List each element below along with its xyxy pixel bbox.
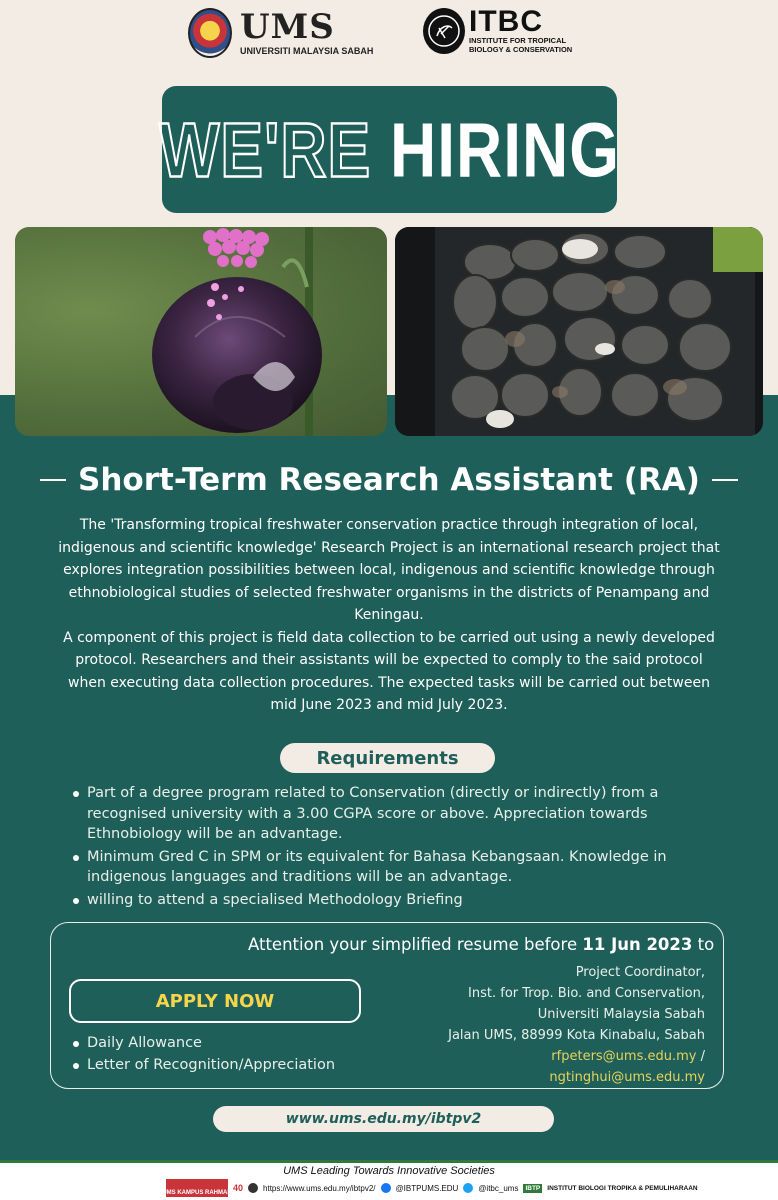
ibtp-full-name: INSTITUT BIOLOGI TROPIKA & PEMULIHARAAN xyxy=(547,1184,698,1192)
website-link[interactable]: www.ums.edu.my/ibtpv2 xyxy=(213,1106,554,1132)
itbc-line2: BIOLOGY & CONSERVATION xyxy=(469,45,573,54)
list-item: Part of a degree program related to Conservation (directly or indirectly) from a recognised university with a 3.00 CGPA score or above. Appreciation towards Ethnobiology will be an advantage. xyxy=(70,783,720,845)
attention-suffix: to xyxy=(697,935,715,954)
title-dash-left xyxy=(40,479,66,481)
footer-web[interactable]: https://www.ums.edu.my/ibtpv2/ xyxy=(263,1183,376,1193)
description-paragraph-1: The 'Transforming tropical freshwater conservation practice through integration of local, indigenous and scientific knowledge' Research Project is an international research project that explores integration possibilities between local, indigenous and scientific knowledge through ethnobiological studies of selected freshwater organisms in the districts of Penampang and Keningau. xyxy=(58,517,720,623)
hiring-banner xyxy=(159,86,620,213)
ibtp-logo: IBTP xyxy=(525,1184,541,1192)
title-dash-right xyxy=(712,479,738,481)
footer-facebook[interactable]: @IBTPUMS.EDU xyxy=(395,1183,459,1193)
contact-address xyxy=(380,962,705,1088)
itbc-logo xyxy=(423,5,573,54)
hiring-word-1: WE'RE xyxy=(159,106,372,193)
position-title-row xyxy=(40,462,738,498)
attention-line xyxy=(248,935,718,954)
ums-name: UNIVERSITI MALAYSIA SABAH xyxy=(240,46,374,56)
requirements-heading: Requirements xyxy=(280,743,495,773)
twitter-icon xyxy=(463,1183,473,1193)
hiring-title xyxy=(159,105,620,194)
position-title: Short-Term Research Assistant (RA) xyxy=(78,462,700,498)
itbc-line1: INSTITUTE FOR TROPICAL xyxy=(469,36,567,45)
clams-photo xyxy=(395,227,763,436)
description-paragraph-2: A component of this project is field data collection to be carried out using a newly developed protocol. Researchers and their assistants will be expected to comply to the said protocol when executing data collection procedures. The expected tasks will be carried out between mid June 2023 and mid July 2023. xyxy=(63,629,715,713)
list-item: Minimum Gred C in SPM or its equivalent for Bahasa Kebangsaan. Knowledge in indigenous languages and traditions will be an advantage. xyxy=(70,847,720,888)
hiring-word-2: HIRING xyxy=(390,106,620,193)
list-item: Letter of Recognition/Appreciation xyxy=(70,1055,335,1077)
benefits-list xyxy=(70,1033,335,1076)
deadline-date: 11 Jun 2023 xyxy=(582,935,693,954)
email-link-2[interactable]: ngtinghui@ums.edu.my xyxy=(549,1070,705,1085)
kampus-rahmah-badge xyxy=(162,1179,232,1197)
ums-abbr: UMS xyxy=(240,7,335,47)
globe-icon xyxy=(248,1183,258,1193)
itbc-emblem-icon xyxy=(423,8,465,54)
apply-now-button[interactable]: APPLY NOW xyxy=(69,979,361,1023)
ums-logo xyxy=(188,8,373,58)
requirements-list xyxy=(70,783,720,912)
facebook-icon xyxy=(381,1183,391,1193)
snail-photo xyxy=(15,227,387,436)
contact-line: Universiti Malaysia Sabah xyxy=(537,1007,705,1022)
anniversary-number: 40 xyxy=(233,1183,244,1193)
contact-line: Project Coordinator, xyxy=(575,965,705,980)
footer-tagline: UMS Leading Towards Innovative Societies xyxy=(283,1165,495,1177)
ums-crest-icon xyxy=(188,8,232,58)
kampus-label: UMS KAMPUS RAHMAH xyxy=(162,1190,232,1196)
contact-line: Inst. for Trop. Bio. and Conservation, xyxy=(468,986,705,1001)
footer-links xyxy=(162,1179,698,1197)
contact-line: Jalan UMS, 88999 Kota Kinabalu, Sabah xyxy=(448,1028,705,1043)
list-item: willing to attend a specialised Methodology Briefing xyxy=(70,890,720,911)
project-description xyxy=(55,514,723,717)
attention-prefix: Attention your simplified resume before xyxy=(248,935,578,954)
itbc-abbr: ITBC xyxy=(469,5,543,38)
email-separator: / xyxy=(700,1049,705,1064)
footer-twitter[interactable]: @itbc_ums xyxy=(478,1183,519,1193)
footer xyxy=(0,1160,778,1200)
email-link-1[interactable]: rfpeters@ums.edu.my xyxy=(551,1049,697,1064)
list-item: Daily Allowance xyxy=(70,1033,335,1055)
